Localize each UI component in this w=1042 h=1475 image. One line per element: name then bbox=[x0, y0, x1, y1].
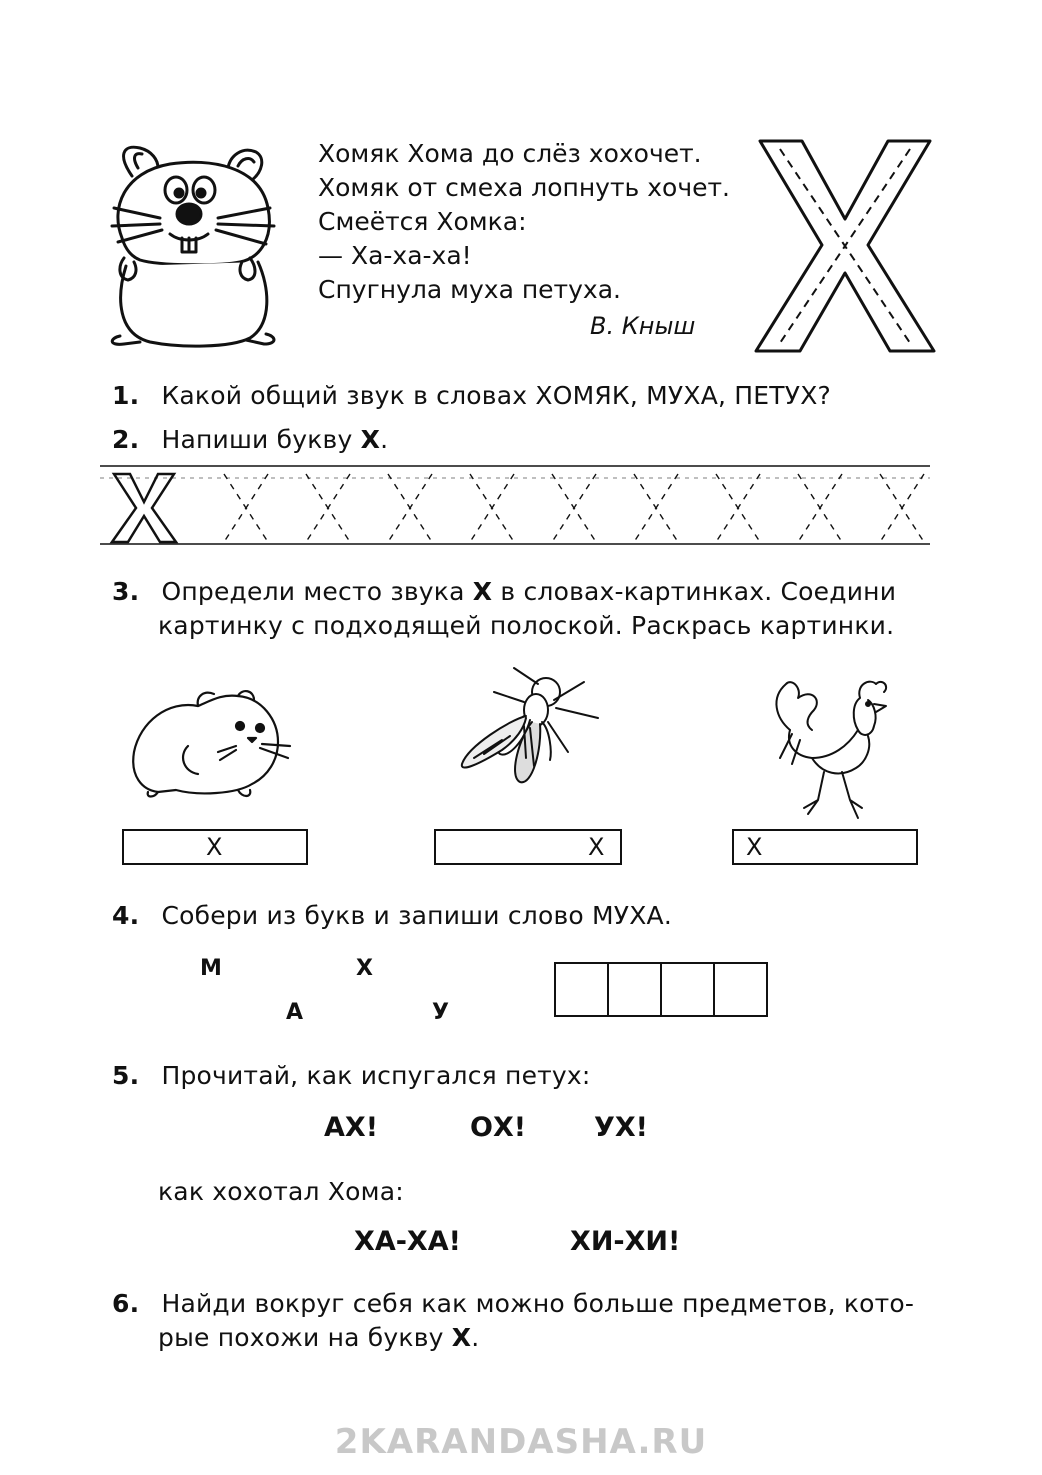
poem-author: В. Кныш bbox=[590, 312, 696, 340]
scrambled-letter: М bbox=[200, 956, 222, 981]
task-3-line-2: картинку с подходящей полоской. Раскрась картинки. bbox=[158, 611, 895, 640]
scrambled-letter: Х bbox=[356, 956, 373, 981]
task-text: Какой общий звук в словах ХОМЯК, МУХА, ПЕТУХ? bbox=[161, 381, 831, 410]
task-text-bold: Х bbox=[451, 1323, 472, 1352]
poem-line: Хомяк от смеха лопнуть хочет. bbox=[318, 173, 730, 202]
task-5 bbox=[112, 1060, 591, 1092]
fly-picture bbox=[454, 662, 604, 788]
task-4 bbox=[112, 900, 672, 932]
task-3 bbox=[112, 576, 896, 608]
hamster-picture bbox=[128, 686, 300, 802]
laugh-sound: ХИ-ХИ! bbox=[570, 1226, 681, 1257]
sound-position-box-hamster[interactable] bbox=[122, 829, 308, 865]
task-text: . bbox=[471, 1323, 480, 1352]
answer-cell[interactable] bbox=[554, 962, 609, 1017]
task-text-bold: Х bbox=[472, 577, 493, 606]
dashed-letter-guides bbox=[224, 474, 924, 542]
rooster-sound: ОХ! bbox=[470, 1112, 527, 1143]
rooster-sound: АХ! bbox=[324, 1112, 379, 1143]
task-text: рые похожи на букву bbox=[158, 1323, 452, 1352]
poem-line: — Ха-ха-ха! bbox=[318, 241, 472, 270]
task-2 bbox=[112, 424, 388, 456]
task-number: 6. bbox=[112, 1289, 140, 1318]
rooster-sound: УХ! bbox=[594, 1112, 648, 1143]
task-1 bbox=[112, 380, 831, 412]
writing-practice-strip[interactable] bbox=[100, 462, 930, 546]
answer-cells bbox=[554, 962, 768, 1017]
task-text: Напиши букву bbox=[161, 425, 361, 454]
answer-cell[interactable] bbox=[660, 962, 715, 1017]
task-text: . bbox=[380, 425, 389, 454]
sample-letter-kha bbox=[112, 474, 176, 542]
poem-line: Смеётся Хомка: bbox=[318, 207, 527, 236]
task-number: 4. bbox=[112, 901, 140, 930]
task-number: 3. bbox=[112, 577, 140, 606]
poem bbox=[318, 137, 730, 307]
task-text: Найди вокруг себя как можно больше предметов, кото- bbox=[161, 1289, 915, 1318]
poem-line: Спугнула муха петуха. bbox=[318, 275, 621, 304]
answer-cell[interactable] bbox=[607, 962, 662, 1017]
sound-position-box-fly[interactable] bbox=[434, 829, 622, 865]
task-text: Прочитай, как испугался петух: bbox=[161, 1061, 591, 1090]
scrambled-letter: А bbox=[286, 1000, 304, 1025]
scrambled-letter: У bbox=[432, 1000, 449, 1025]
rooster-picture bbox=[762, 674, 894, 828]
laugh-intro: как хохотал Хома: bbox=[158, 1177, 404, 1206]
task-number: 5. bbox=[112, 1061, 140, 1090]
task-number: 1. bbox=[112, 381, 140, 410]
task-text: Определи место звука bbox=[161, 577, 473, 606]
big-letter-kha-outline bbox=[750, 135, 940, 357]
sound-letter: Х bbox=[746, 833, 763, 861]
task-text: Собери из букв и запиши слово МУХА. bbox=[161, 901, 672, 930]
task-6 bbox=[112, 1288, 914, 1320]
site-watermark: 2KARANDASHA.RU bbox=[334, 1422, 708, 1462]
sound-letter: Х bbox=[588, 833, 605, 861]
task-text-bold: Х bbox=[360, 425, 381, 454]
task-text: в словах-картинках. Соедини bbox=[492, 577, 897, 606]
laugh-sound: ХА-ХА! bbox=[354, 1226, 461, 1257]
cartoon-hamster-illustration bbox=[100, 138, 290, 348]
poem-line: Хомяк Хома до слёз хохочет. bbox=[318, 139, 702, 168]
task-number: 2. bbox=[112, 425, 140, 454]
sound-position-box-rooster[interactable] bbox=[732, 829, 918, 865]
sound-letter: Х bbox=[206, 833, 223, 861]
task-6-line-2 bbox=[158, 1322, 479, 1354]
answer-cell[interactable] bbox=[713, 962, 768, 1017]
